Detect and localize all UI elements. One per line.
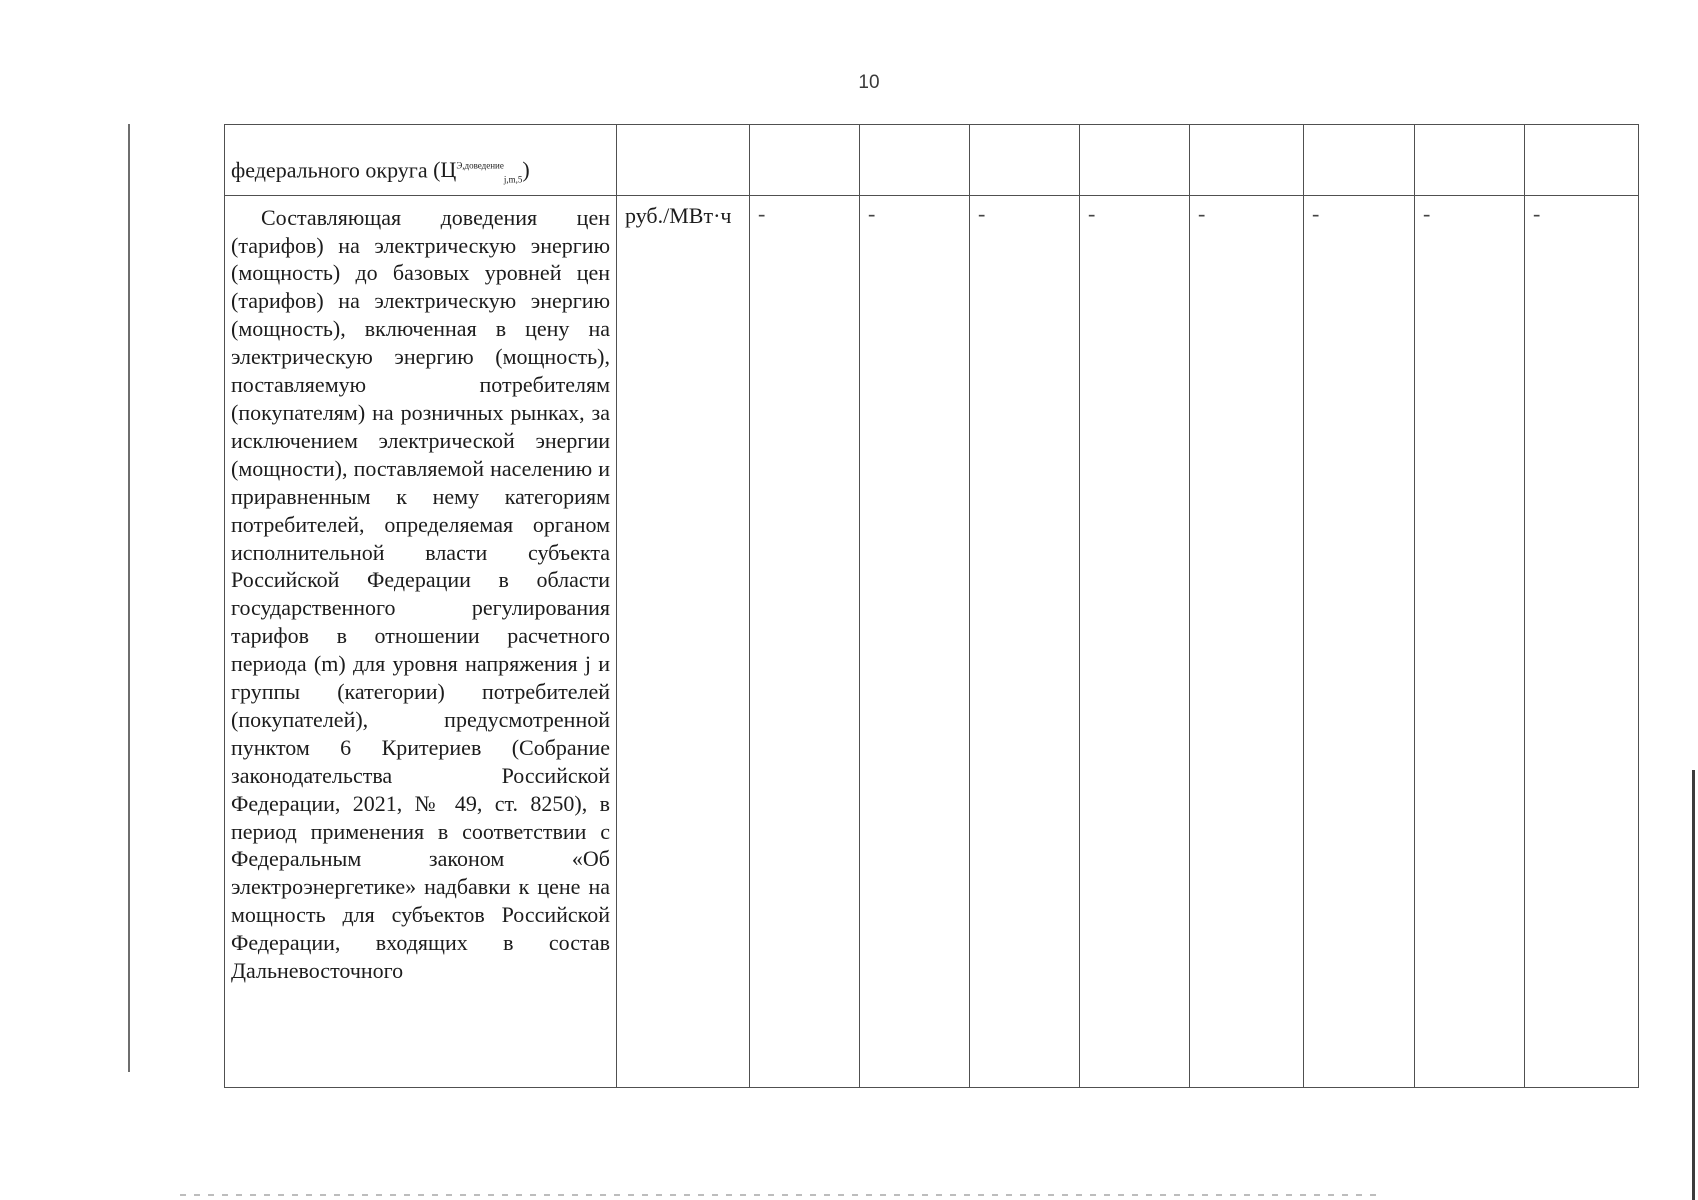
value-cell: - bbox=[1525, 195, 1639, 1087]
empty-cell bbox=[1190, 125, 1304, 196]
empty-cell bbox=[970, 125, 1080, 196]
empty-cell bbox=[860, 125, 970, 196]
description-cell bbox=[225, 195, 617, 1087]
table-row bbox=[225, 195, 1639, 1087]
scan-bottom-noise bbox=[180, 1194, 1380, 1196]
empty-cell bbox=[1304, 125, 1415, 196]
label-cell bbox=[225, 125, 617, 196]
value-cell: - bbox=[1080, 195, 1190, 1087]
empty-cell bbox=[750, 125, 860, 196]
value-cell: - bbox=[750, 195, 860, 1087]
unit-cell: руб./МВт·ч bbox=[617, 195, 750, 1087]
row-label: федерального округа bbox=[231, 157, 428, 183]
scan-edge-shadow bbox=[1692, 770, 1695, 1200]
empty-cell bbox=[1415, 125, 1525, 196]
value-cell: - bbox=[1190, 195, 1304, 1087]
tariff-table bbox=[224, 124, 1639, 1088]
page-number: 10 bbox=[858, 72, 880, 93]
value-cell: - bbox=[1415, 195, 1525, 1087]
scan-margin-line bbox=[128, 124, 130, 1072]
empty-cell bbox=[617, 125, 750, 196]
formula: $(Ц^{Э,доведение}_{j,m,5})$ bbox=[433, 157, 530, 185]
empty-cell bbox=[1525, 125, 1639, 196]
empty-cell bbox=[1080, 125, 1190, 196]
table-row-header bbox=[225, 125, 1639, 196]
row-description: Составляющая доведения цен (тарифов) на электрическую энергию (мощность) до базовых уровней цен (тарифов) на электрическую энергию (мощность), включенная в цену на электрическую энергию (мощность), поставляемую потребителям (покупателям) на розничных рынках, за исключением электрической энергии (мощности), поставляемой населению и приравненным к нему категориям потребителей, определяемая органом исполнительной власти субъекта Российской Федерации в области государственного регулирования тарифов в отношении расчетного периода (m) для уровня напряжения j и группы (категории) потребителей (покупателей), предусмотренной пунктом 6 Критериев (Собрание законодательства Российской Федерации, 2021, № 49, ст. 8250), в период применения в соответствии с Федеральным законом «Об электроэнергетике» надбавки к цене на мощность для субъектов Российской Федерации, входящих в состав Дальневосточного bbox=[231, 204, 610, 984]
value-cell: - bbox=[1304, 195, 1415, 1087]
value-cell: - bbox=[860, 195, 970, 1087]
value-cell: - bbox=[970, 195, 1080, 1087]
